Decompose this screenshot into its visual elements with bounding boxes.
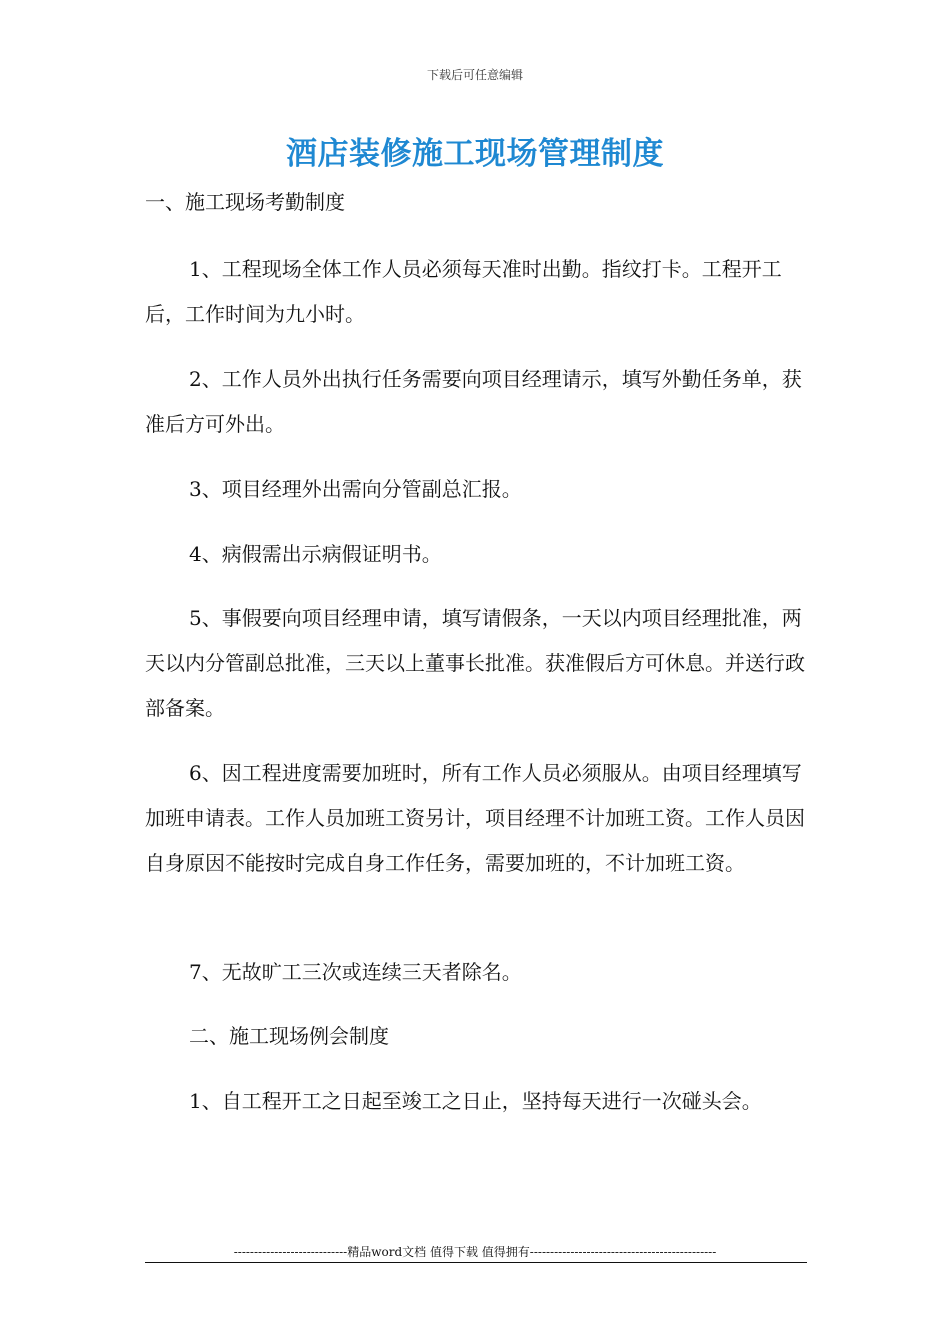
footer-note: ----------------------------精品word文档 值得下载 值得拥有---------------------------------------------- <box>233 1245 717 1259</box>
section-1-heading: 一、施工现场考勤制度 <box>145 190 345 214</box>
section-1-item-6: 6、因工程进度需要加班时，所有工作人员必须服从。由项目经理填写加班申请表。工作人员加班工资另计，项目经理不计加班工资。工作人员因自身原因不能按时完成自身工作任务，需要加班的，不计加班工资。 <box>145 761 805 875</box>
section-1-item-5: 5、事假要向项目经理申请，填写请假条，一天以内项目经理批准，两天以内分管副总批准，三天以上董事长批准。获准假后方可休息。并送行政部备案。 <box>145 606 805 720</box>
section-1-item-3: 3、项目经理外出需向分管副总汇报。 <box>189 477 522 501</box>
section-1-item-4: 4、病假需出示病假证明书。 <box>189 542 442 566</box>
section-1-item-2: 2、工作人员外出执行任务需要向项目经理请示，填写外勤任务单，获准后方可外出。 <box>145 367 802 436</box>
document-title: 酒店装修施工现场管理制度 <box>286 136 664 172</box>
section-1-item-7: 7、无故旷工三次或连续三天者除名。 <box>189 960 522 984</box>
section-1-item-1: 1、工程现场全体工作人员必须每天准时出勤。指纹打卡。工程开工后，工作时间为九小时。 <box>145 257 782 326</box>
header-note: 下载后可任意编辑 <box>426 68 523 82</box>
section-2-heading: 二、施工现场例会制度 <box>189 1024 389 1048</box>
section-2-item-1: 1、自工程开工之日起至竣工之日止，坚持每天进行一次碰头会。 <box>189 1089 762 1113</box>
footer-divider <box>145 1262 807 1263</box>
